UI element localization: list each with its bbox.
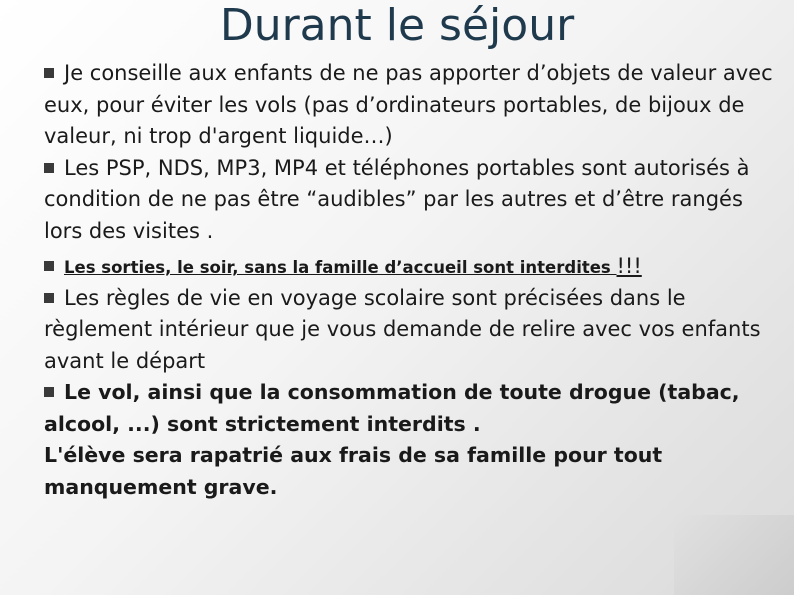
paragraph-text: L'élève sera rapatrié aux frais de sa famille pour tout manquement grave. xyxy=(44,443,663,499)
square-bullet-icon xyxy=(44,293,54,303)
paragraph-text: Les PSP, NDS, MP3, MP4 et téléphones portables sont autorisés à condition de ne pas être “audibles” par les autres et d’être rangés lors des visites . xyxy=(44,155,750,243)
exclamation-marks: !!! xyxy=(616,254,642,278)
paragraph-text: Je conseille aux enfants de ne pas apporter d’objets de valeur avec eux, pour éviter les vols (pas d’ordinateurs portables, de bijoux de valeur, ni trop d'argent liquide…) xyxy=(44,61,773,148)
paragraph-text: Les règles de vie en voyage scolaire sont précisées dans le règlement intérieur que je vous demande de relire avec vos enfants avant le départ xyxy=(44,285,761,373)
background-decoration xyxy=(674,515,794,595)
square-bullet-icon xyxy=(44,163,54,173)
square-bullet-icon xyxy=(44,68,54,78)
slide-title: Durant le séjour xyxy=(219,0,575,51)
bullet-paragraph-devices xyxy=(44,153,784,248)
underlined-bold-text: Les sorties, le soir, sans la famille d’accueil sont interdites xyxy=(64,258,617,277)
bullet-paragraph-theft-drugs xyxy=(44,377,784,440)
bullet-paragraph-valuables xyxy=(44,58,784,153)
bullet-paragraph-school-rules xyxy=(44,283,784,378)
square-bullet-icon xyxy=(44,387,54,397)
square-bullet-icon xyxy=(44,261,54,271)
paragraph-repatriation xyxy=(44,440,784,503)
slide-body xyxy=(44,58,784,503)
bullet-paragraph-evening-outings xyxy=(44,251,784,283)
paragraph-text: Le vol, ainsi que la consommation de toute drogue (tabac, alcool, ...) sont strictement interdits . xyxy=(44,380,740,436)
